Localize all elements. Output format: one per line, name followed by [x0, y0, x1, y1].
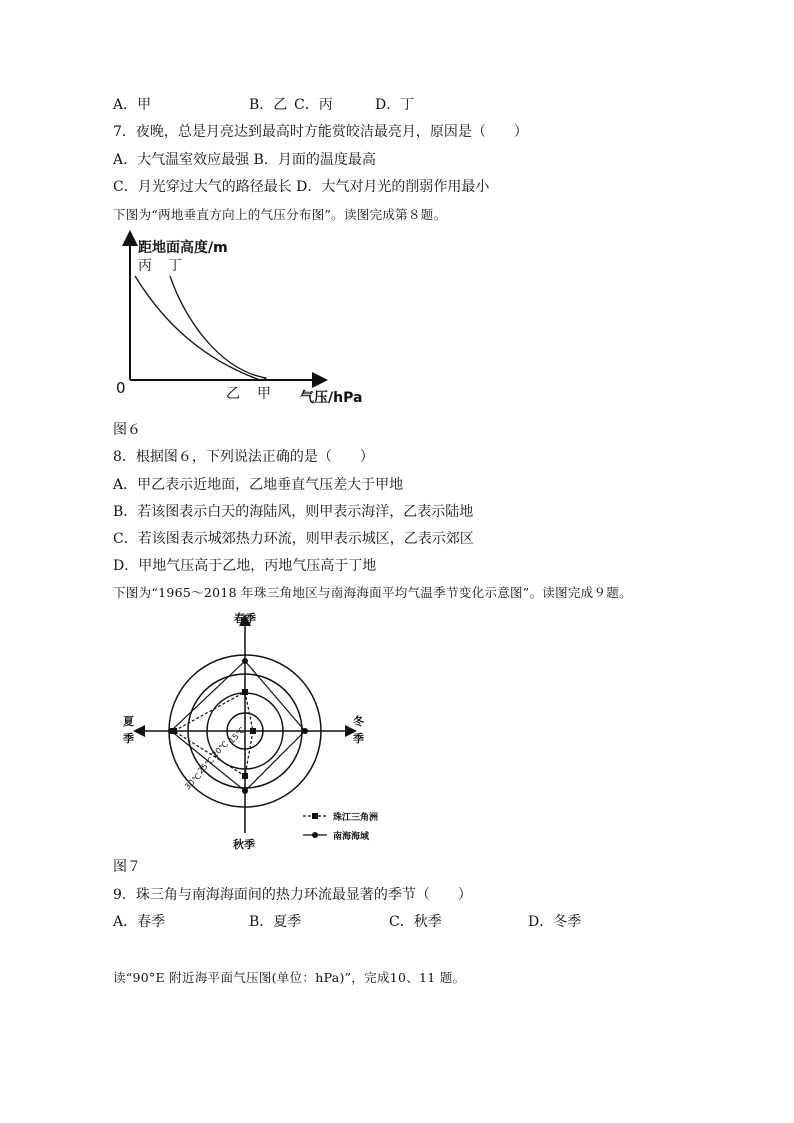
curve-ding-tail — [170, 276, 260, 380]
figure-6-pressure-diagram — [110, 230, 380, 410]
label-yi: 乙 — [226, 386, 240, 402]
q8-option-c: C．若该图表示城郊热力环流，则甲表示城区，乙表示郊区 — [113, 531, 474, 547]
y-axis-label: 距地面高度/m — [138, 240, 228, 256]
legend-sea-marker — [312, 832, 318, 838]
label-ding: 丁 — [168, 258, 182, 274]
q8-option-a: A．甲乙表示近地面，乙地垂直气压差大于甲地 — [113, 477, 404, 493]
ring-label-20: 20℃ — [210, 739, 230, 760]
label-spring: 春季 — [234, 612, 256, 625]
q6-option-b: B．乙 — [249, 97, 288, 113]
figure-7-season-diagram — [115, 608, 405, 853]
q9-option-c: C．秋季 — [389, 914, 442, 930]
q9-option-b: B．夏季 — [249, 914, 302, 930]
delta-point-autumn — [242, 773, 248, 779]
figure-6-caption: 图６ — [113, 422, 141, 438]
sea-point-spring — [242, 658, 248, 664]
label-winter-1: 冬 — [353, 715, 364, 728]
q6-option-c: C．丙 — [294, 97, 333, 113]
q10-intro: 读“90°E 附近海平面气压图(单位：hPa)”，完成10、11 题。 — [113, 970, 466, 985]
delta-point-spring — [242, 689, 248, 695]
label-bing: 丙 — [138, 258, 152, 274]
sea-point-autumn — [242, 788, 248, 794]
figure-7-caption: 图７ — [113, 859, 141, 875]
q8-option-d: D．甲地气压高于乙地，丙地气压高于丁地 — [113, 558, 377, 574]
label-autumn: 秋季 — [233, 838, 255, 851]
sea-point-winter — [302, 728, 308, 734]
q9-stem: 9．珠三角与南海海面间的热力环流最显著的季节（ ） — [113, 887, 472, 903]
q6-option-a: A．甲 — [113, 97, 152, 113]
ring-label-30: 30℃ — [183, 771, 203, 792]
q8-option-b: B．若该图表示白天的海陆风，则甲表示海洋，乙表示陆地 — [113, 504, 474, 520]
q9-option-d: D．冬季 — [528, 914, 582, 930]
label-summer-1: 夏 — [123, 715, 134, 728]
q7-stem: 7．夜晚，总是月亮达到最高时方能赏皎洁最亮月，原因是（ ） — [113, 124, 528, 140]
q7-options-line1: A．大气温室效应最强 B．月面的温度最高 — [113, 152, 376, 168]
q8-intro: 下图为“两地垂直方向上的气压分布图”。读图完成第８题。 — [113, 207, 447, 222]
q8-stem: 8．根据图６，下列说法正确的是（ ） — [113, 449, 374, 465]
q9-intro: 下图为“1965～2018 年珠三角地区与南海海面平均气温季节变化示意图”。读图完成９题。 — [113, 585, 632, 600]
legend-delta-marker — [312, 813, 318, 819]
origin-label: 0 — [116, 379, 126, 397]
legend-delta-label: 珠江三角洲 — [333, 813, 379, 823]
q9-option-a: A．春季 — [113, 914, 166, 930]
q6-option-d: D．丁 — [375, 97, 415, 113]
ring-label-25: 25℃ — [196, 755, 216, 776]
ring-label-15: 15℃ — [227, 725, 247, 746]
label-summer-2: 季 — [123, 732, 134, 745]
legend-sea-label: 南海海域 — [333, 832, 370, 842]
q7-options-line2: C．月光穿过大气的路径最长 D．大气对月光的削弱作用最小 — [113, 179, 490, 195]
x-axis-label: 气压/hPa — [300, 390, 363, 406]
delta-point-summer — [171, 728, 177, 734]
curve-ding — [170, 276, 266, 380]
label-jia: 甲 — [257, 386, 271, 402]
curve-bing — [135, 276, 260, 380]
delta-point-winter — [250, 728, 256, 734]
label-winter-2: 季 — [353, 732, 364, 745]
